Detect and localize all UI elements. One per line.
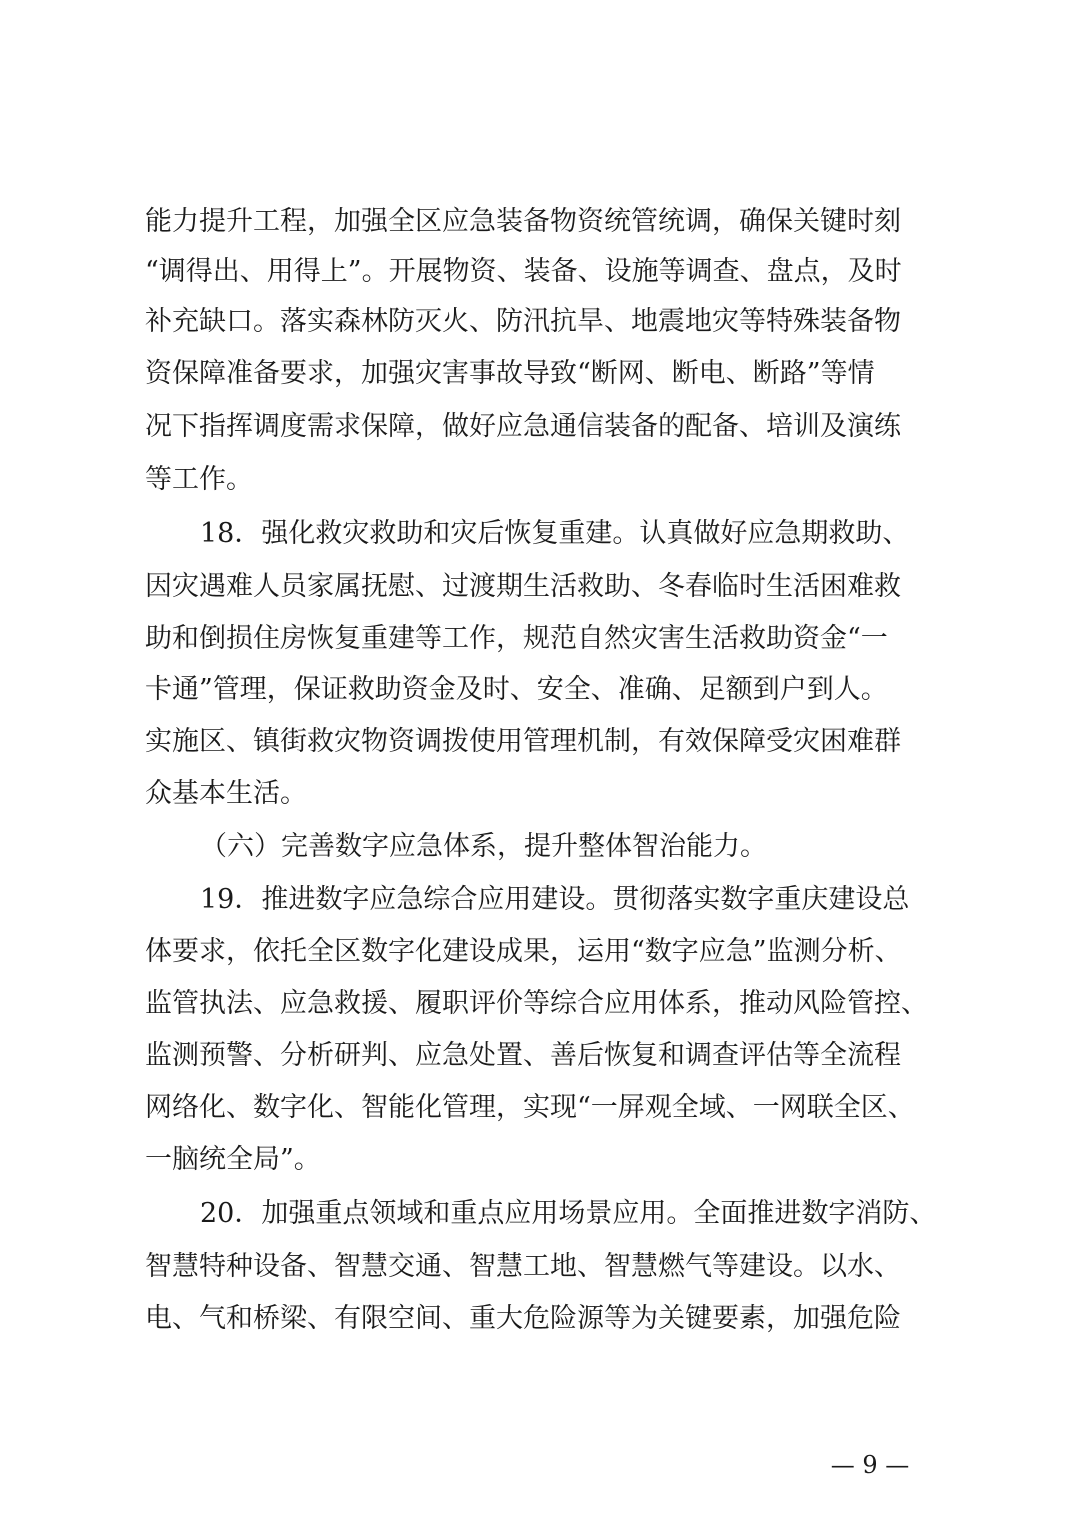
paragraph-19-start: 19．推进数字应急综合应用建设。贯彻落实数字重庆建设总: [200, 884, 910, 915]
body-text-line: “调得出、用得上”。开展物资、装备、设施等调查、盘点，及时: [145, 256, 902, 287]
body-text-line: 助和倒损住房恢复重建等工作，规范自然灾害生活救助资金“一: [145, 623, 888, 654]
body-text-line: 网络化、数字化、智能化管理，实现“一屏观全域、一网联全区、: [145, 1092, 915, 1123]
body-text-line: 因灾遇难人员家属抚慰、过渡期生活救助、冬春临时生活困难救: [145, 571, 901, 602]
body-text-line: 体要求，依托全区数字化建设成果，运用“数字应急”监测分析、: [145, 936, 902, 967]
paragraph-20-start: 20．加强重点领域和重点应用场景应用。全面推进数字消防、: [200, 1198, 937, 1229]
body-text-line: 补充缺口。落实森林防灭火、防汛抗旱、地震地灾等特殊装备物: [145, 306, 901, 337]
page-number: — 9 —: [830, 1451, 910, 1479]
paragraph-18-start: 18．强化救灾救助和灾后恢复重建。认真做好应急期救助、: [200, 518, 910, 549]
body-text-line: 能力提升工程，加强全区应急装备物资统管统调，确保关键时刻: [145, 206, 901, 237]
body-text-line: 智慧特种设备、智慧交通、智慧工地、智慧燃气等建设。以水、: [145, 1251, 901, 1282]
section-heading: （六）完善数字应急体系，提升整体智治能力。: [200, 831, 767, 862]
body-text-line: 监管执法、应急救援、履职评价等综合应用体系，推动风险管控、: [145, 988, 928, 1019]
body-text-line: 一脑统全局”。: [145, 1144, 321, 1175]
body-text-line: 等工作。: [145, 464, 253, 495]
body-text-line: 况下指挥调度需求保障，做好应急通信装备的配备、培训及演练: [145, 411, 901, 442]
body-text-line: 监测预警、分析研判、应急处置、善后恢复和调查评估等全流程: [145, 1040, 901, 1071]
body-text-line: 卡通”管理，保证救助资金及时、安全、准确、足额到户到人。: [145, 674, 888, 705]
body-text-line: 众基本生活。: [145, 778, 307, 809]
body-text-line: 实施区、镇街救灾物资调拨使用管理机制，有效保障受灾困难群: [145, 726, 901, 757]
body-text-line: 电、气和桥梁、有限空间、重大危险源等为关键要素，加强危险: [145, 1303, 901, 1334]
body-text-line: 资保障准备要求，加强灾害事故导致“断网、断电、断路”等情: [145, 358, 875, 389]
